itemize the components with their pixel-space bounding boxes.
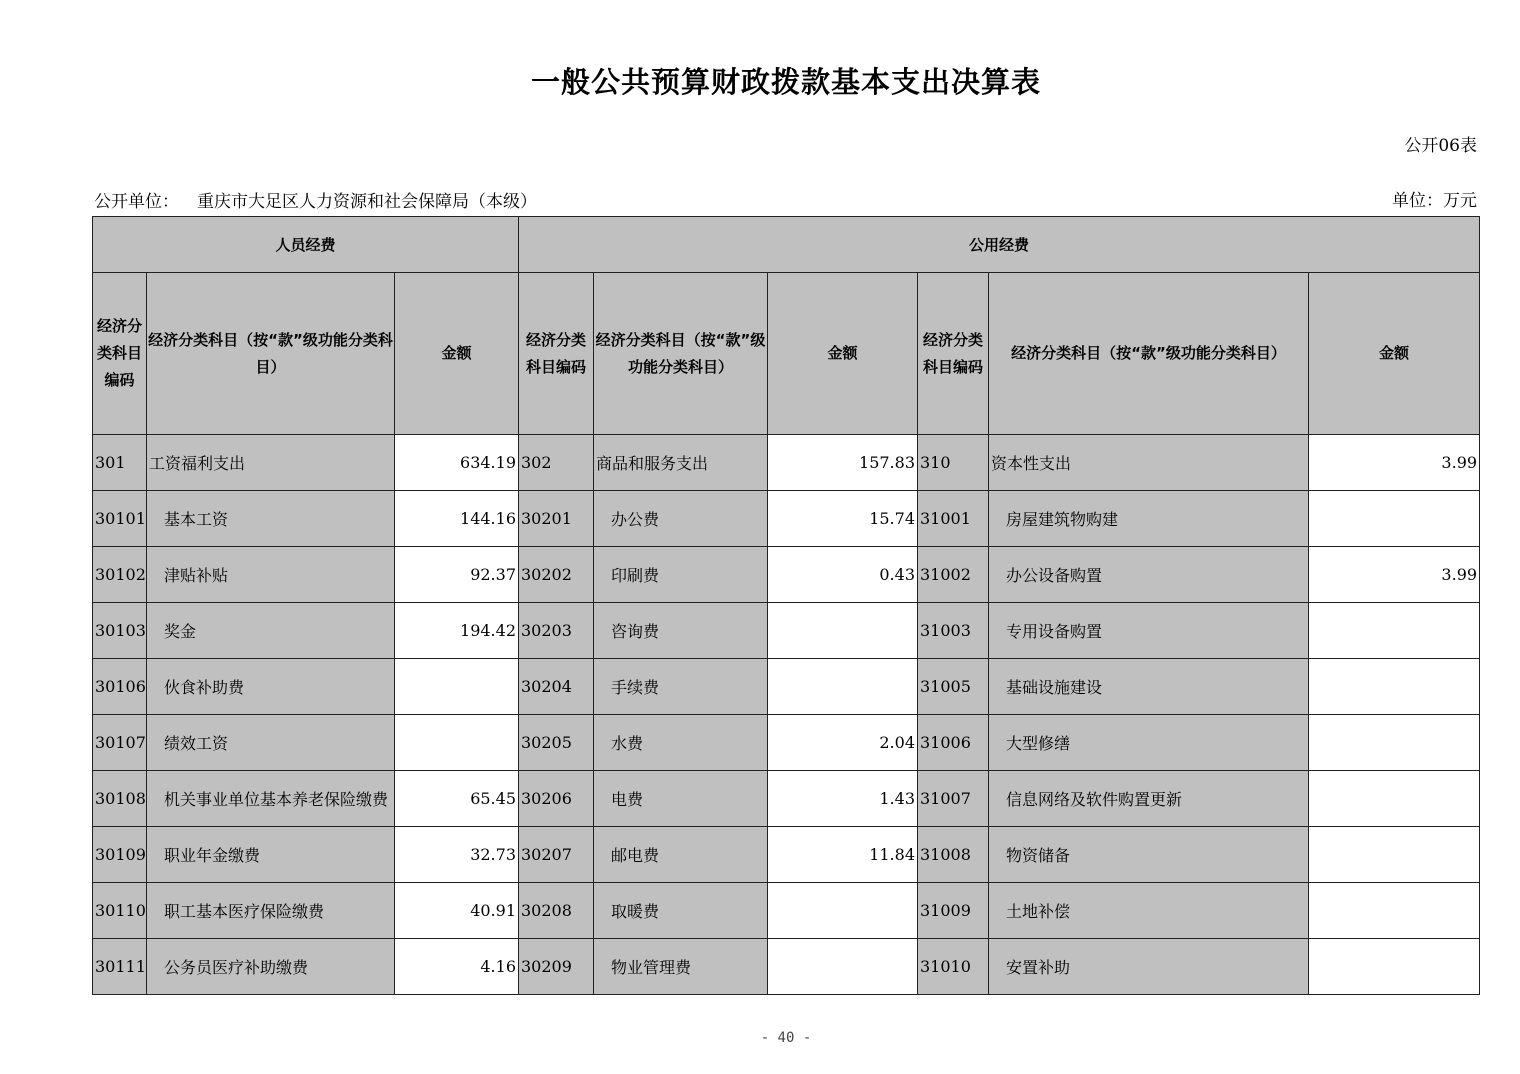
- amount-cell: 2.04: [768, 715, 918, 771]
- category-cell: 印刷费: [594, 547, 768, 603]
- amount-header: 金额: [768, 273, 918, 435]
- category-cell: 手续费: [594, 659, 768, 715]
- amount-cell: [768, 883, 918, 939]
- category-cell: 基本工资: [147, 491, 395, 547]
- table-row: [93, 435, 1480, 491]
- amount-cell: [1309, 603, 1480, 659]
- category-header: 经济分类科目（按“款”级功能分类科目）: [989, 273, 1309, 435]
- table-row: [93, 659, 1480, 715]
- amount-cell: [1309, 659, 1480, 715]
- amount-cell: [768, 603, 918, 659]
- code-cell: 31009: [918, 883, 989, 939]
- amount-cell: 32.73: [395, 827, 519, 883]
- category-cell: 职业年金缴费: [147, 827, 395, 883]
- unit-label: 公开单位：: [94, 192, 179, 212]
- code-cell: 30111: [93, 939, 147, 995]
- amount-cell: 4.16: [395, 939, 519, 995]
- table-row: [93, 603, 1480, 659]
- code-cell: 31010: [918, 939, 989, 995]
- amount-cell: [1309, 771, 1480, 827]
- amount-cell: 1.43: [768, 771, 918, 827]
- code-header: 经济分类科目编码: [519, 273, 594, 435]
- amount-cell: 194.42: [395, 603, 519, 659]
- code-cell: 30106: [93, 659, 147, 715]
- category-cell: 资本性支出: [989, 435, 1309, 491]
- code-cell: 30101: [93, 491, 147, 547]
- category-cell: 机关事业单位基本养老保险缴费: [147, 771, 395, 827]
- amount-cell: [395, 715, 519, 771]
- category-cell: 信息网络及软件购置更新: [989, 771, 1309, 827]
- code-cell: 31006: [918, 715, 989, 771]
- amount-cell: [1309, 883, 1480, 939]
- amount-cell: 3.99: [1309, 547, 1480, 603]
- category-cell: 奖金: [147, 603, 395, 659]
- category-cell: 工资福利支出: [147, 435, 395, 491]
- amount-cell: 15.74: [768, 491, 918, 547]
- category-cell: 津贴补贴: [147, 547, 395, 603]
- code-cell: 30202: [519, 547, 594, 603]
- amount-cell: [1309, 491, 1480, 547]
- category-cell: 绩效工资: [147, 715, 395, 771]
- table-row: [93, 715, 1480, 771]
- code-cell: 31002: [918, 547, 989, 603]
- table-row: [93, 771, 1480, 827]
- amount-cell: [395, 659, 519, 715]
- category-cell: 咨询费: [594, 603, 768, 659]
- table-row: [93, 827, 1480, 883]
- amount-header: 金额: [395, 273, 519, 435]
- category-cell: 土地补偿: [989, 883, 1309, 939]
- page-number: - 40 -: [760, 1030, 812, 1046]
- amount-cell: [1309, 939, 1480, 995]
- page-title: 一般公共预算财政拨款基本支出决算表: [530, 65, 1041, 99]
- category-header: 经济分类科目（按“款”级功能分类科目）: [147, 273, 395, 435]
- amount-cell: 11.84: [768, 827, 918, 883]
- category-cell: 大型修缮: [989, 715, 1309, 771]
- code-cell: 302: [519, 435, 594, 491]
- reporting-unit: [94, 187, 537, 212]
- table-row: [93, 491, 1480, 547]
- table-row: [93, 939, 1480, 995]
- code-cell: 30206: [519, 771, 594, 827]
- code-header: 经济分类科目编码: [93, 273, 147, 435]
- amount-cell: 144.16: [395, 491, 519, 547]
- code-cell: 31005: [918, 659, 989, 715]
- code-cell: 30205: [519, 715, 594, 771]
- category-cell: 电费: [594, 771, 768, 827]
- amount-cell: [1309, 715, 1480, 771]
- public-expenses-header: 公用经费: [519, 217, 1480, 273]
- amount-cell: 634.19: [395, 435, 519, 491]
- category-cell: 取暖费: [594, 883, 768, 939]
- group-header-row: [93, 217, 1480, 273]
- code-cell: 30208: [519, 883, 594, 939]
- category-cell: 安置补助: [989, 939, 1309, 995]
- column-header-row: [93, 273, 1480, 435]
- code-cell: 30207: [519, 827, 594, 883]
- code-cell: 30209: [519, 939, 594, 995]
- category-cell: 物资储备: [989, 827, 1309, 883]
- code-cell: 30108: [93, 771, 147, 827]
- category-cell: 伙食补助费: [147, 659, 395, 715]
- code-cell: 31001: [918, 491, 989, 547]
- category-cell: 职工基本医疗保险缴费: [147, 883, 395, 939]
- category-cell: 公务员医疗补助缴费: [147, 939, 395, 995]
- code-header: 经济分类科目编码: [918, 273, 989, 435]
- amount-cell: 0.43: [768, 547, 918, 603]
- code-cell: 310: [918, 435, 989, 491]
- category-cell: 基础设施建设: [989, 659, 1309, 715]
- form-number: 公开06表: [1404, 136, 1477, 156]
- amount-cell: 157.83: [768, 435, 918, 491]
- code-cell: 30201: [519, 491, 594, 547]
- code-cell: 30109: [93, 827, 147, 883]
- amount-cell: [768, 939, 918, 995]
- amount-header: 金额: [1309, 273, 1480, 435]
- code-cell: 30102: [93, 547, 147, 603]
- code-cell: 30110: [93, 883, 147, 939]
- category-header: 经济分类科目（按“款”级功能分类科目）: [594, 273, 768, 435]
- category-cell: 水费: [594, 715, 768, 771]
- expenditure-table: [92, 216, 1480, 995]
- amount-cell: [768, 659, 918, 715]
- amount-cell: 92.37: [395, 547, 519, 603]
- category-cell: 专用设备购置: [989, 603, 1309, 659]
- amount-cell: 65.45: [395, 771, 519, 827]
- currency-unit: 单位：万元: [1392, 191, 1477, 211]
- category-cell: 物业管理费: [594, 939, 768, 995]
- category-cell: 商品和服务支出: [594, 435, 768, 491]
- code-cell: 30204: [519, 659, 594, 715]
- code-cell: 31007: [918, 771, 989, 827]
- category-cell: 邮电费: [594, 827, 768, 883]
- category-cell: 房屋建筑物购建: [989, 491, 1309, 547]
- table-row: [93, 547, 1480, 603]
- code-cell: 31003: [918, 603, 989, 659]
- personnel-expenses-header: 人员经费: [93, 217, 519, 273]
- organization-name: 重庆市大足区人力资源和社会保障局（本级）: [197, 192, 537, 212]
- amount-cell: 40.91: [395, 883, 519, 939]
- code-cell: 30107: [93, 715, 147, 771]
- amount-cell: [1309, 827, 1480, 883]
- category-cell: 办公设备购置: [989, 547, 1309, 603]
- code-cell: 30103: [93, 603, 147, 659]
- category-cell: 办公费: [594, 491, 768, 547]
- code-cell: 301: [93, 435, 147, 491]
- code-cell: 31008: [918, 827, 989, 883]
- code-cell: 30203: [519, 603, 594, 659]
- amount-cell: 3.99: [1309, 435, 1480, 491]
- table-row: [93, 883, 1480, 939]
